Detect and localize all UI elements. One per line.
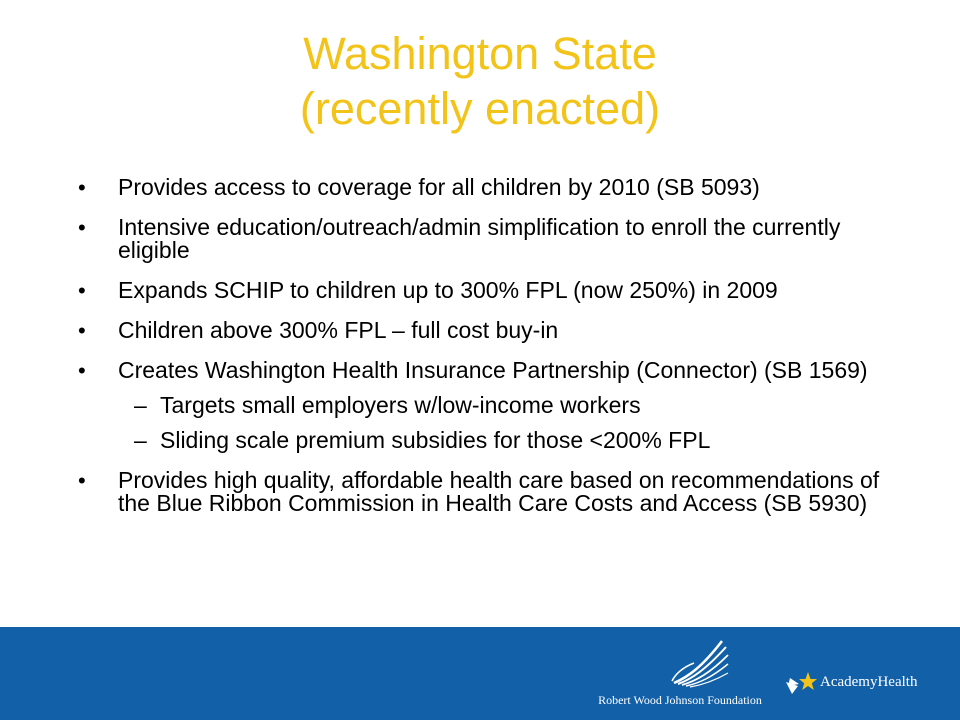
sub-bullet-item <box>78 429 888 452</box>
title-line-2: (recently enacted) <box>299 83 661 134</box>
academyhealth-logo <box>784 670 944 700</box>
bullet-text: Expands SCHIP to children up to 300% FPL (now 250%) in 2009 <box>118 277 778 303</box>
sub-bullet-text: Sliding scale premium subsidies for those <200% FPL <box>160 427 711 453</box>
bullet-item <box>78 279 888 302</box>
bullet-text: Provides high quality, affordable health care based on recommendations of the Blue Ribbon Commission in Health Care Costs and Access (SB 5930) <box>118 467 880 516</box>
sub-bullet-mark: – <box>134 427 147 453</box>
bullet-text: Intensive education/outreach/admin simplification to enroll the currently eligible <box>118 214 841 263</box>
bullet-text: Children above 300% FPL – full cost buy-in <box>118 317 559 343</box>
sub-bullet-item <box>78 394 888 417</box>
bullet-text: Provides access to coverage for all children by 2010 (SB 5093) <box>118 174 760 200</box>
bullet-mark: • <box>78 278 86 303</box>
bullet-item <box>78 469 888 515</box>
sub-bullet-list <box>78 394 888 452</box>
sub-bullet-text: Targets small employers w/low-income workers <box>160 392 641 418</box>
footer-bar <box>0 627 960 720</box>
bullet-mark: • <box>78 468 86 493</box>
slide-content <box>78 176 888 532</box>
academyhealth-star-logo-icon <box>784 670 818 696</box>
bullet-item <box>78 359 888 382</box>
rwjf-logo <box>585 637 775 712</box>
rwjf-name: Robert Wood Johnson Foundation <box>598 693 762 707</box>
bullet-mark: • <box>78 318 86 343</box>
bullet-mark: • <box>78 215 86 240</box>
bullet-item <box>78 216 888 262</box>
bullet-item <box>78 319 888 342</box>
bullet-text: Creates Washington Health Insurance Partnership (Connector) (SB 1569) <box>118 357 868 383</box>
rwjf-wing-logo-icon <box>670 637 730 689</box>
bullet-mark: • <box>78 358 86 383</box>
sub-bullet-mark: – <box>134 392 147 418</box>
slide-title <box>0 26 960 136</box>
bullet-item <box>78 176 888 199</box>
academyhealth-name: AcademyHealth <box>820 674 918 690</box>
bullet-mark: • <box>78 175 86 200</box>
title-line-1: Washington State <box>303 28 657 79</box>
